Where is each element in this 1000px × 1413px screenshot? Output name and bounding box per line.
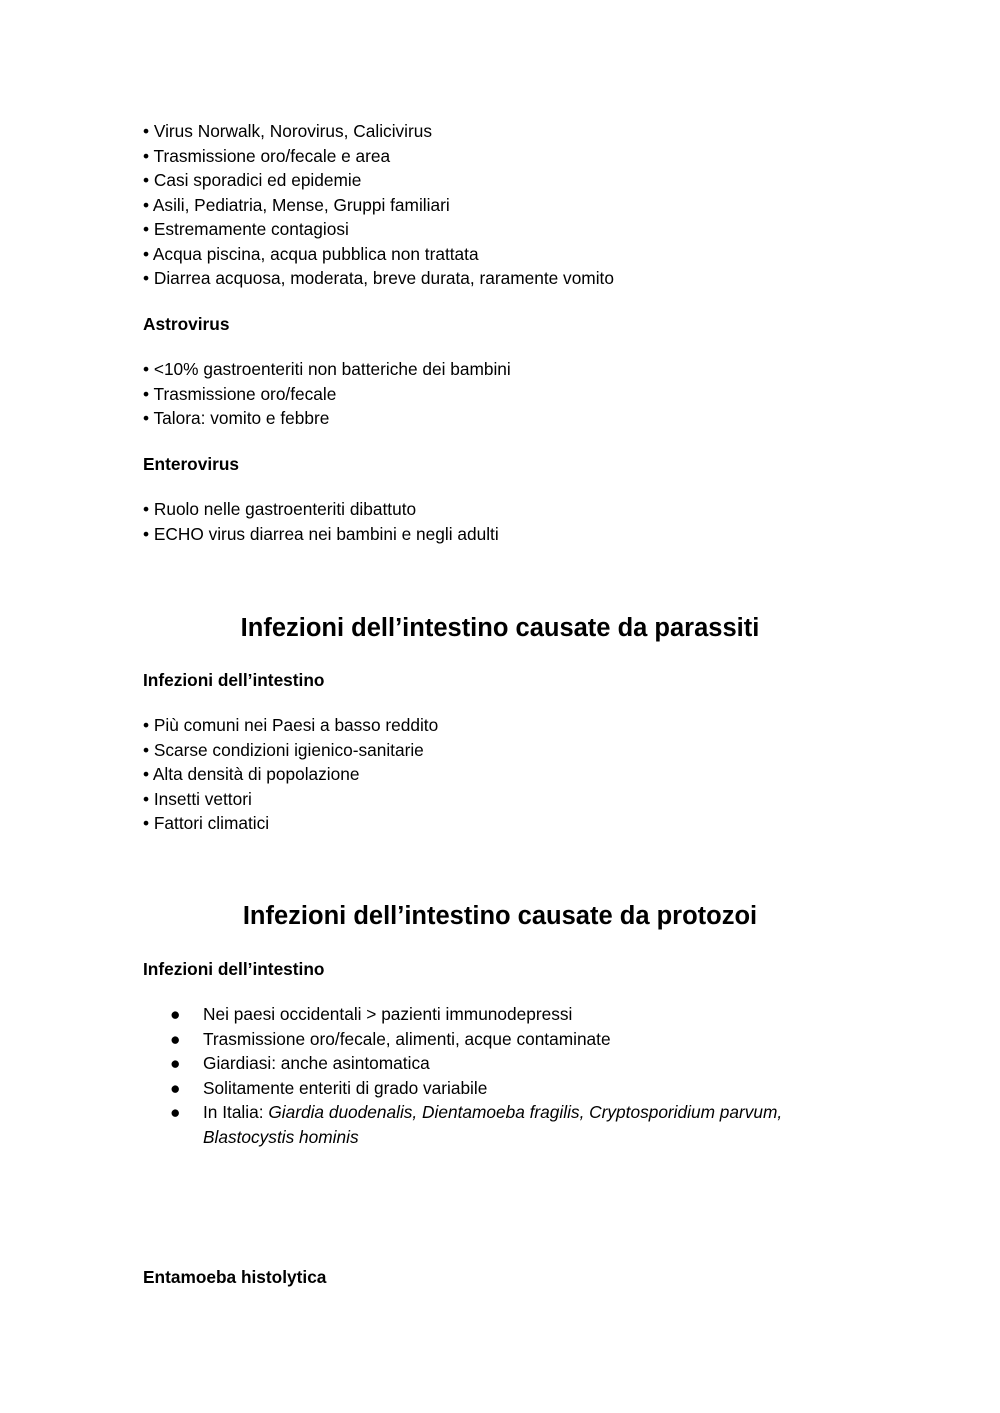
list-item: • Asili, Pediatria, Mense, Gruppi familiari	[143, 195, 450, 215]
species-names: Blastocystis hominis	[203, 1127, 359, 1147]
list-item: • Diarrea acquosa, moderata, breve durata, raramente vomito	[143, 268, 614, 288]
page-title-parassiti: Infezioni dell’intestino causate da parassiti	[240, 614, 760, 642]
bullet-icon: ●	[170, 1102, 181, 1122]
page-title-protozoi: Infezioni dell’intestino causate da protozoi	[242, 902, 758, 930]
list-item: • <10% gastroenteriti non batteriche dei bambini	[143, 359, 511, 379]
list-item: • Insetti vettori	[143, 789, 252, 809]
list-item: • Alta densità di popolazione	[143, 764, 360, 784]
species-names: Giardia duodenalis, Dientamoeba fragilis, Cryptosporidium parvum,	[268, 1102, 783, 1122]
list-item: • Virus Norwalk, Norovirus, Calicivirus	[143, 121, 433, 141]
list-item: Nei paesi occidentali > pazienti immunodepressi	[203, 1004, 573, 1024]
list-item: Trasmissione oro/fecale, alimenti, acque contaminate	[203, 1029, 611, 1049]
list-item: • Più comuni nei Paesi a basso reddito	[143, 715, 439, 735]
list-item: Solitamente enteriti di grado variabile	[203, 1078, 488, 1098]
bullet-icon: ●	[170, 1053, 181, 1073]
list-item: • Scarse condizioni igienico-sanitarie	[143, 740, 424, 760]
list-item: • ECHO virus diarrea nei bambini e negli adulti	[143, 524, 499, 544]
section-heading-astrovirus: Astrovirus	[143, 314, 230, 334]
bullet-icon: ●	[170, 1078, 181, 1098]
list-item-prefix: In Italia:	[203, 1102, 269, 1122]
section-heading-enterovirus: Enterovirus	[143, 454, 240, 474]
list-item: Giardiasi: anche asintomatica	[203, 1053, 430, 1073]
bullet-icon: ●	[170, 1004, 181, 1024]
list-item: • Acqua piscina, acqua pubblica non trattata	[143, 244, 479, 264]
list-item: • Casi sporadici ed epidemie	[143, 170, 362, 190]
section-heading-infezioni: Infezioni dell’intestino	[143, 670, 325, 690]
list-item: • Talora: vomito e febbre	[143, 408, 330, 428]
section-heading-entamoeba: Entamoeba histolytica	[143, 1267, 327, 1287]
list-item: • Fattori climatici	[143, 813, 270, 833]
list-item: • Ruolo nelle gastroenteriti dibattuto	[143, 499, 417, 519]
list-item: • Trasmissione oro/fecale	[143, 384, 337, 404]
list-item-italia	[203, 1100, 782, 1125]
bullet-icon: ●	[170, 1029, 181, 1049]
list-item: • Trasmissione oro/fecale e area	[143, 146, 391, 166]
section-heading-infezioni: Infezioni dell’intestino	[143, 959, 325, 979]
list-item: • Estremamente contagiosi	[143, 219, 349, 239]
